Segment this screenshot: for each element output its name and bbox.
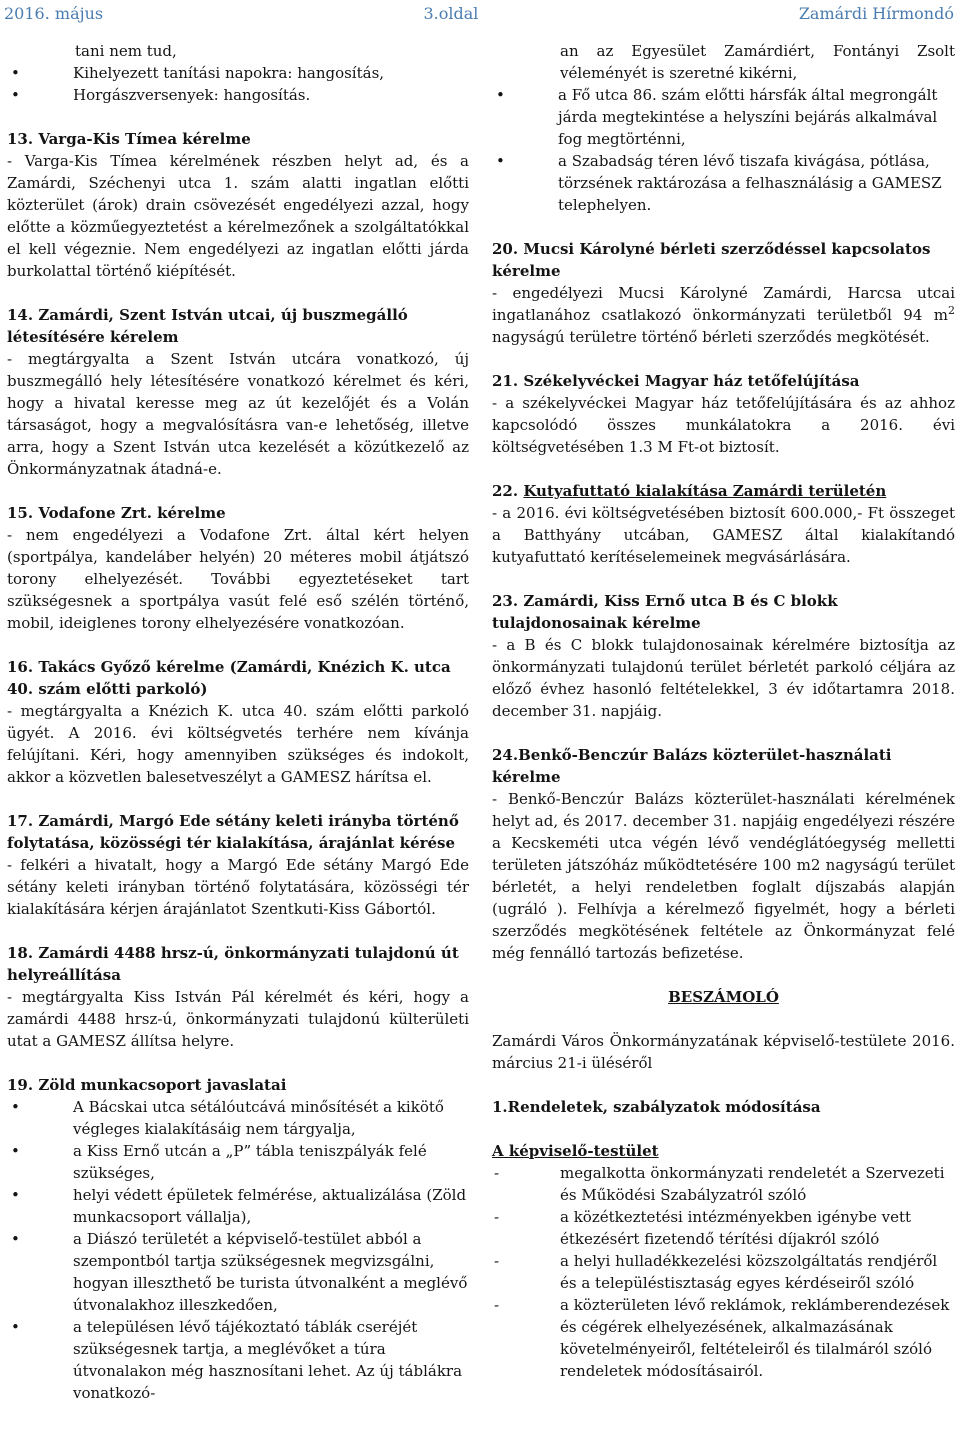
section-16-title: 16. Takács Győző kérelme (Zamárdi, Knézich K. utca 40. szám előtti parkoló) — [7, 658, 451, 698]
section-20-text: - engedélyezi Mucsi Károlyné Zamárdi, Harcsa utcai ingatlanához csatlakozó önkormányzati területből 94 $m^2$ nagyságú területre történő bérleti szerződés megkötését. — [492, 284, 955, 346]
council-heading: A képviselő-testület — [492, 1142, 659, 1160]
list-item: - a közterületen lévő reklámok, reklámberendezések és cégérek elhelyezésének, alkalmazásának követelményeiről, feltételeiről és tilalmáról szóló rendeletek módosításairól. — [494, 1296, 950, 1380]
section-17-text: - felkéri a hivatalt, hogy a Margó Ede sétány Margó Ede sétány keleti irányban történő folytatására, közösségi tér kialakítására kérjen árajánlatot Szentkuti-Kiss Gábortól. — [7, 856, 469, 918]
list-item: • a Kiss Ernő utcán a „P” tábla teniszpályák felé szükséges, — [7, 1140, 469, 1184]
section-18-text: - megtárgyalta Kiss István Pál kérelmét és kéri, hogy a zamárdi 4488 hrsz-ú, önkormányzati tulajdonú külterületi utat a GAMESZ állítsa helyre. — [7, 988, 469, 1050]
list-item: • Horgászversenyek: hangosítás. — [7, 84, 469, 106]
section-22-text: - a 2016. évi költségvetésében biztosít 600.000,- Ft összeget a Batthyány utcában, GAMESZ által kialakítandó kutyafuttató kerítéselemeinek megvásárlására. — [492, 504, 955, 566]
newspaper-name: Zamárdi Hírmondó — [798, 3, 954, 23]
section-16-text: - megtárgyalta a Knézich K. utca 40. szám előtti parkoló ügyét. A 2016. évi költségvetés terhére nem kívánja felújítani. Kéri, hogy amennyiben szükséges és indokolt, akkor a közvetlen balesetveszélyt a GAMESZ hárítsa el. — [7, 702, 469, 786]
list-item: - a közétkeztetési intézményekben igénybe vett étkezésért fizetendő térítési díjakról szóló — [494, 1208, 912, 1248]
section-13-title: 13. Varga-Kis Tímea kérelme — [7, 130, 251, 148]
section-19-title: 19. Zöld munkacsoport javaslatai — [7, 1076, 287, 1094]
list-item: • a településen lévő tájékoztató táblák cseréjét szükségesnek tartja, a meglévőket a túra útvonalakon még hasznosítani lehet. Az új táblákra vonatkozó- — [7, 1316, 469, 1404]
superscript-2: 2 — [948, 304, 955, 317]
section-17-title: 17. Zamárdi, Margó Ede sétány keleti irányba történő folytatása, közösségi tér kialakítása, árajánlat kérése — [7, 812, 459, 852]
section-15-title: 15. Vodafone Zrt. kérelme — [7, 504, 226, 522]
section-15-text: - nem engedélyezi a Vodafone Zrt. által kért helyen (sportpálya, kandeláber helyén) 20 méteres mobil átjátszó torony elhelyezését. További egyeztetéseket tart szükségesnek a sportpálya vasút felé eső szélén történő, mobil, ideiglenes torony elhelyezésére vonatkozóan. — [7, 526, 469, 632]
list-item: • helyi védett épületek felmérése, aktualizálása (Zöld munkacsoport vállalja), — [7, 1184, 469, 1228]
list-item: • Kihelyezett tanítási napokra: hangosítás, — [7, 62, 469, 84]
left-column — [7, 40, 469, 1404]
list-item: - megalkotta önkormányzati rendeletét a Szervezeti és Működési Szabályzatról szóló — [494, 1164, 945, 1204]
section-20-title: 20. Mucsi Károlyné bérleti szerződéssel kapcsolatos kérelme — [492, 240, 931, 280]
list-item: • a Diászó területét a képviselő-testület abból a szempontból tartja szükségesnek megvizsgálni, hogyan illeszthető be turista útvonalként a meglévő útvonalakhoz illeszkedően, — [7, 1228, 469, 1316]
intro-bullets — [7, 62, 469, 106]
section-23-text: - a B és C blokk tulajdonosainak kérelmére biztosítja az önkormányzati tulajdonú terület bérletét parkoló céljára az előző évhez hasonló feltételekkel, 3 év időtartamra 2018. december 31. napjáig. — [492, 636, 955, 720]
section-1-title: 1.Rendeletek, szabályzatok módosítása — [492, 1098, 821, 1116]
list-item: • A Bácskai utca sétálóutcává minősítését a kikötő végleges kialakításáig nem tárgyalja, — [7, 1096, 469, 1140]
section-21-title: 21. Székelyvéckei Magyar ház tetőfelújítása — [492, 372, 860, 390]
section-22-title-text: Kutyafuttató kialakítása Zamárdi területén — [523, 482, 887, 500]
continuation-line: an az Egyesület Zamárdiért, Fontányi Zsolt véleményét is szeretné kikérni, — [560, 42, 955, 82]
list-item: • a Szabadság téren lévő tiszafa kivágása, pótlása, törzsének raktározása a felhasználásig a GAMESZ telephelyen. — [492, 150, 955, 216]
section-23-title: 23. Zamárdi, Kiss Ernő utca B és C blokk tulajdonosainak kérelme — [492, 592, 838, 632]
report-heading: BESZÁMOLÓ — [668, 988, 779, 1006]
section-19-bullets — [7, 1096, 469, 1404]
continuation-bullets — [492, 84, 955, 216]
section-13-text: - Varga-Kis Tímea kérelmének részben helyt ad, és a Zamárdi, Széchenyi utca 1. szám alatti ingatlan előtti közterület (árok) drain csövezését engedélyezi azzal, hogy előtte a közműegyeztetést a kérelmezőnek a szolgáltatókkal el kell végeznie. Nem engedélyezi az ingatlan előtti járda burkolattal történő kiépítését. — [7, 152, 469, 280]
list-item: • a Fő utca 86. szám előtti hársfák által megrongált járda megtekintése a helyszíni bejárás alkalmával fog megtörténni, — [492, 84, 955, 150]
page-header — [0, 0, 960, 26]
right-column — [492, 40, 955, 1382]
report-intro: Zamárdi Város Önkormányzatának képviselő-testülete 2016. március 21-i üléséről — [492, 1032, 955, 1072]
section-24-text: - Benkő-Benczúr Balázs közterület-használati kérelmének helyt ad, és 2017. december 31. napjáig engedélyezi részére a Kecskeméti utca végén lévő vendéglátóegység melletti területen játszóház működtetésére 100 m2 nagyságú terület bérletét, a helyi rendeletben foglalt díjszabás alapján (ugráló ). Felhívja a kérelmező figyelmét, hogy a bérleti szerződés megkötésének feltétele az Önkormányzat felé még fennálló tartozás befizetése. — [492, 790, 955, 962]
section-22-number: 22. — [492, 482, 519, 500]
section-14-text: - megtárgyalta a Szent István utcára vonatkozó, új buszmegálló hely létesítésére vonatkozó kérelmet és kéri, hogy a hivatal keresse meg az út kezelőjét és a Volán társaságot, hogy a megvalósításra van-e lehetőség, illetve arra, hogy a Szent István utca kezelését a közútkezelő az Önkormányzatnak átadná-e. — [7, 350, 469, 478]
page-number: 3.oldal — [423, 3, 479, 23]
section-18-title: 18. Zamárdi 4488 hrsz-ú, önkormányzati tulajdonú út helyreállítása — [7, 944, 459, 984]
section-21-text: - a székelyvéckei Magyar ház tetőfelújítására és az ahhoz kapcsolódó összes munkálatokra a 2016. évi költségvetésében 1.3 M Ft-ot biztosít. — [492, 394, 955, 456]
section-22-title — [492, 480, 955, 502]
issue-date: 2016. május — [4, 3, 104, 23]
intro-line: tani nem tud, — [75, 42, 177, 60]
section-24-title: 24.Benkő-Benczúr Balázs közterület-használati kérelme — [492, 746, 892, 786]
section-14-title: 14. Zamárdi, Szent István utcai, új buszmegálló létesítésére kérelem — [7, 306, 408, 346]
list-item: - a helyi hulladékkezelési közszolgáltatás rendjéről és a településtisztaság egyes kérdéseiről szóló — [494, 1252, 938, 1292]
